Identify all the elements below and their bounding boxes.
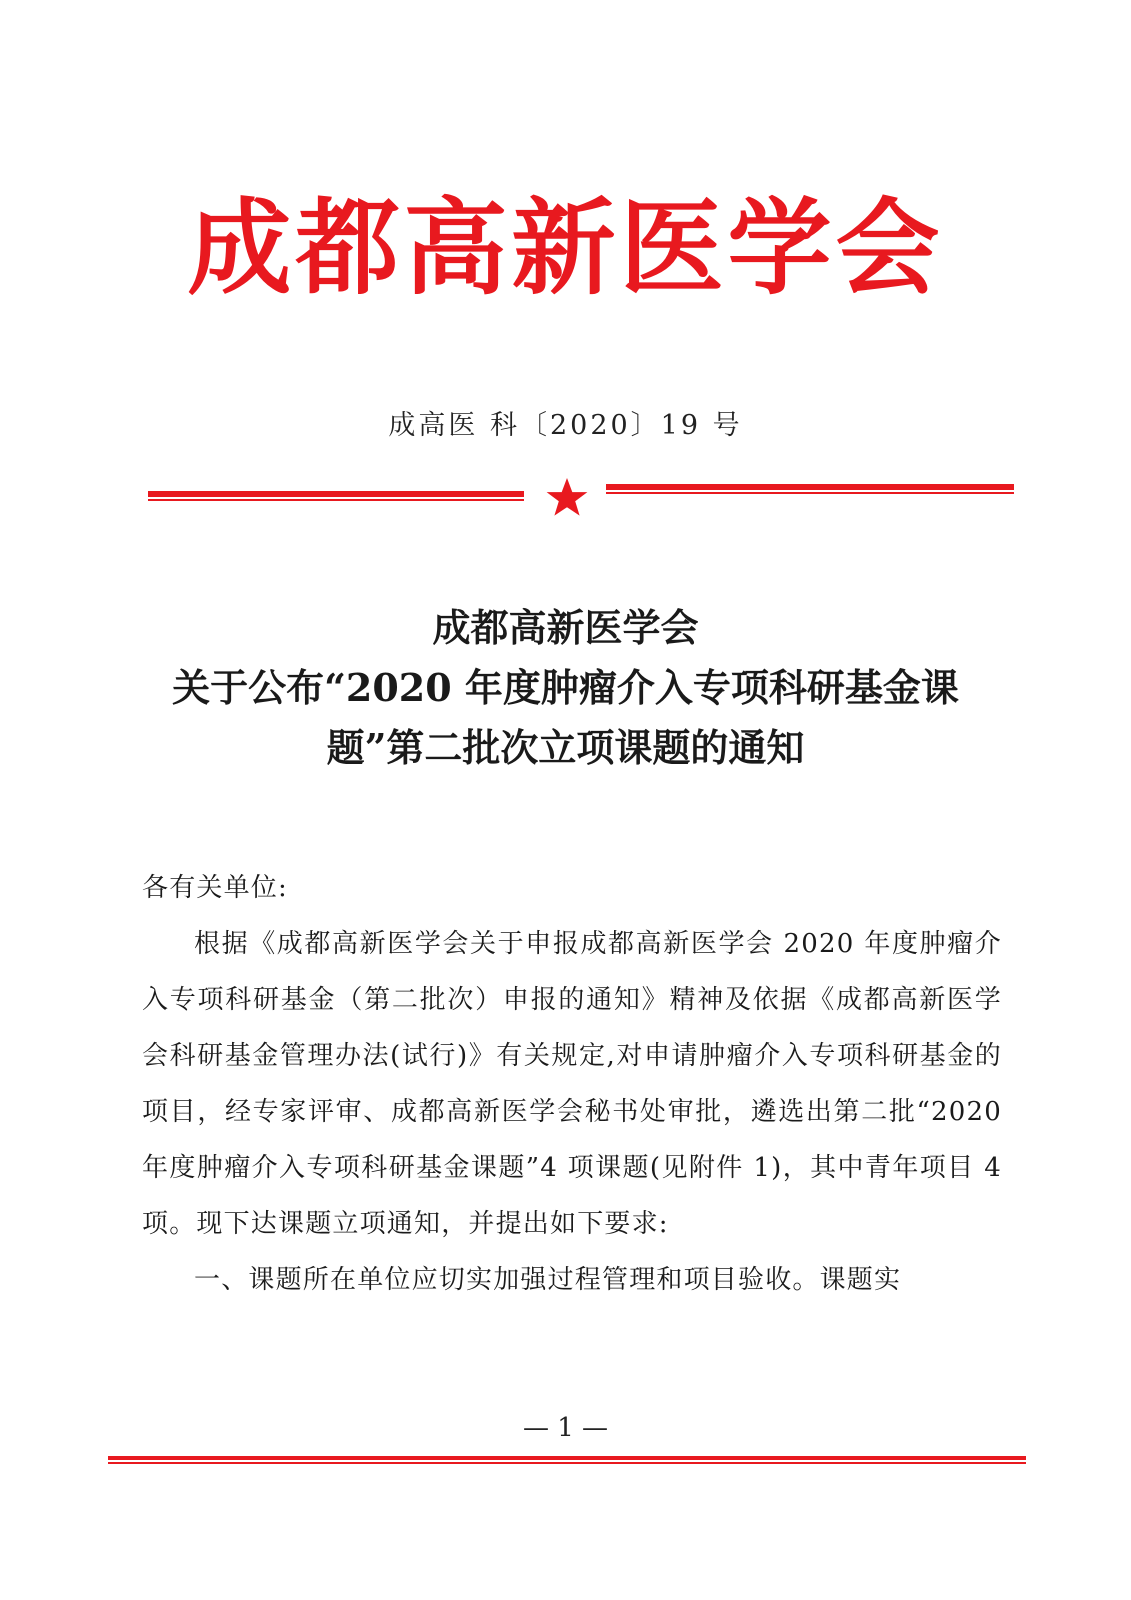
notice-title	[120, 598, 1011, 778]
red-divider-left	[148, 491, 524, 497]
masthead-org-name: 成都高新医学会	[187, 186, 944, 309]
salutation: 各有关单位:	[142, 873, 288, 903]
body-paragraph-1: 根据《成都高新医学会关于申报成都高新医学会 2020 年度肿瘤介入专项科研基金（第二批次）申报的通知》精神及依据《成都高新医学会科研基金管理办法(试行)》有关规定,对申请肿瘤介入专项科研基金的项目，经专家评审、成都高新医学会秘书处审批，遴选出第二批“2020 年度肿瘤介入专项科研基金课题”4 项课题(见附件 1)，其中青年项目 4 项。现下达课题立项通知，并提出如下要求:	[142, 929, 1002, 1239]
document-number: 成高医 科〔2020〕19 号	[388, 410, 743, 441]
body-paragraph-2: 一、课题所在单位应切实加强过程管理和项目验收。课题实	[194, 1265, 902, 1295]
footer-red-rule	[108, 1456, 1026, 1460]
title-line-1: 成都高新医学会	[432, 605, 699, 650]
title-line-2: 关于公布“2020 年度肿瘤介入专项科研基金课	[172, 665, 959, 710]
notice-body	[142, 860, 1002, 1308]
page-number: — 1 —	[522, 1413, 609, 1443]
star-icon	[545, 476, 589, 520]
title-line-3: 题”第二批次立项课题的通知	[326, 725, 805, 770]
red-divider-right	[606, 484, 1014, 490]
